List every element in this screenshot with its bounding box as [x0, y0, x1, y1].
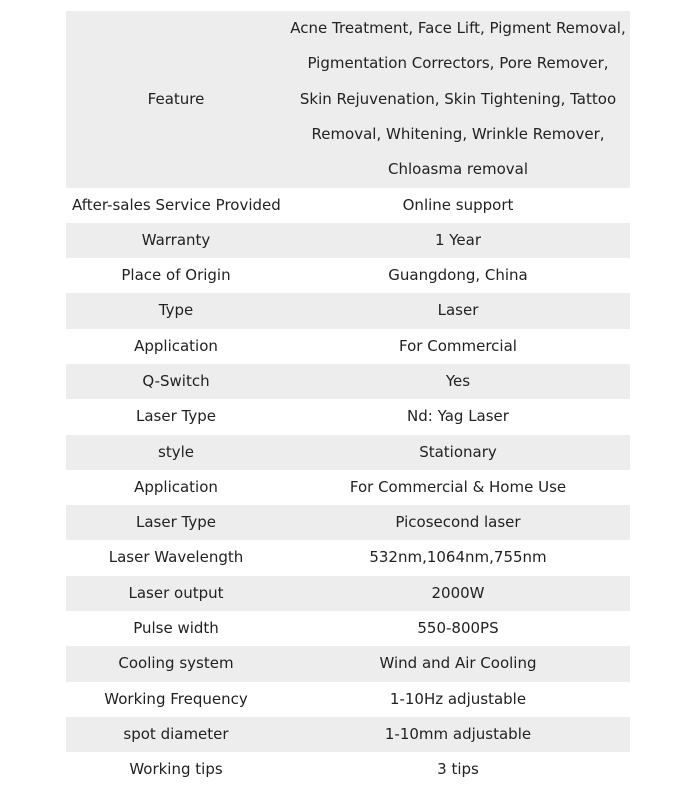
spec-label: Pulse width [133, 619, 219, 638]
spec-label: Laser Wavelength [108, 548, 244, 567]
spec-value: 550-800PS [417, 619, 499, 638]
spec-value: Wind and Air Cooling [286, 646, 630, 681]
table-row [66, 329, 630, 364]
spec-value: 532nm,1064nm,755nm [369, 548, 547, 567]
spec-table [66, 11, 630, 788]
spec-label: Application [134, 477, 218, 496]
spec-value: Laser [286, 293, 630, 328]
spec-label: Q-Switch [66, 364, 286, 399]
table-row [66, 576, 630, 611]
spec-label: spot diameter [66, 717, 286, 752]
spec-value: For Commercial & Home Use [349, 477, 567, 496]
table-row [66, 258, 630, 293]
table-row [66, 399, 630, 434]
table-row [66, 364, 630, 399]
spec-label: Application [134, 336, 218, 355]
table-row [66, 188, 630, 223]
spec-value: Picosecond laser [286, 505, 630, 540]
spec-label: Warranty [66, 223, 286, 258]
table-row [66, 505, 630, 540]
spec-label: Working tips [129, 760, 223, 779]
spec-label: Place of Origin [121, 266, 231, 285]
spec-value: Online support [402, 195, 514, 214]
table-row [66, 470, 630, 505]
table-row [66, 717, 630, 752]
table-row [66, 540, 630, 575]
spec-label: Cooling system [66, 646, 286, 681]
spec-value: Stationary [286, 435, 630, 470]
spec-value: Acne Treatment, Face Lift, Pigment Removal, Pigmentation Correctors, Pore Remover, Skin Rejuvenation, Skin Tightening, Tattoo Removal, Whitening, Wrinkle Remover, Chloasma removal [286, 11, 630, 188]
table-row [66, 435, 630, 470]
spec-value: 1 Year [286, 223, 630, 258]
spec-value: 1-10mm adjustable [286, 717, 630, 752]
spec-value: Guangdong, China [388, 266, 528, 285]
table-row [66, 293, 630, 328]
spec-label: Laser Type [136, 407, 216, 426]
spec-label: Type [66, 293, 286, 328]
spec-label: Feature [66, 11, 286, 188]
table-row [66, 752, 630, 787]
table-row [66, 646, 630, 681]
spec-value: For Commercial [399, 336, 517, 355]
table-row [66, 611, 630, 646]
table-row [66, 223, 630, 258]
spec-label: Working Frequency [104, 689, 248, 708]
spec-label: After-sales Service Provided [72, 195, 281, 214]
spec-value: 2000W [286, 576, 630, 611]
spec-value: 1-10Hz adjustable [389, 689, 527, 708]
spec-label: style [66, 435, 286, 470]
spec-label: Laser Type [66, 505, 286, 540]
spec-label: Laser output [66, 576, 286, 611]
table-row [66, 682, 630, 717]
table-row [66, 11, 630, 188]
spec-value: Nd: Yag Laser [407, 407, 509, 426]
spec-value: Yes [286, 364, 630, 399]
spec-value: 3 tips [437, 760, 479, 779]
